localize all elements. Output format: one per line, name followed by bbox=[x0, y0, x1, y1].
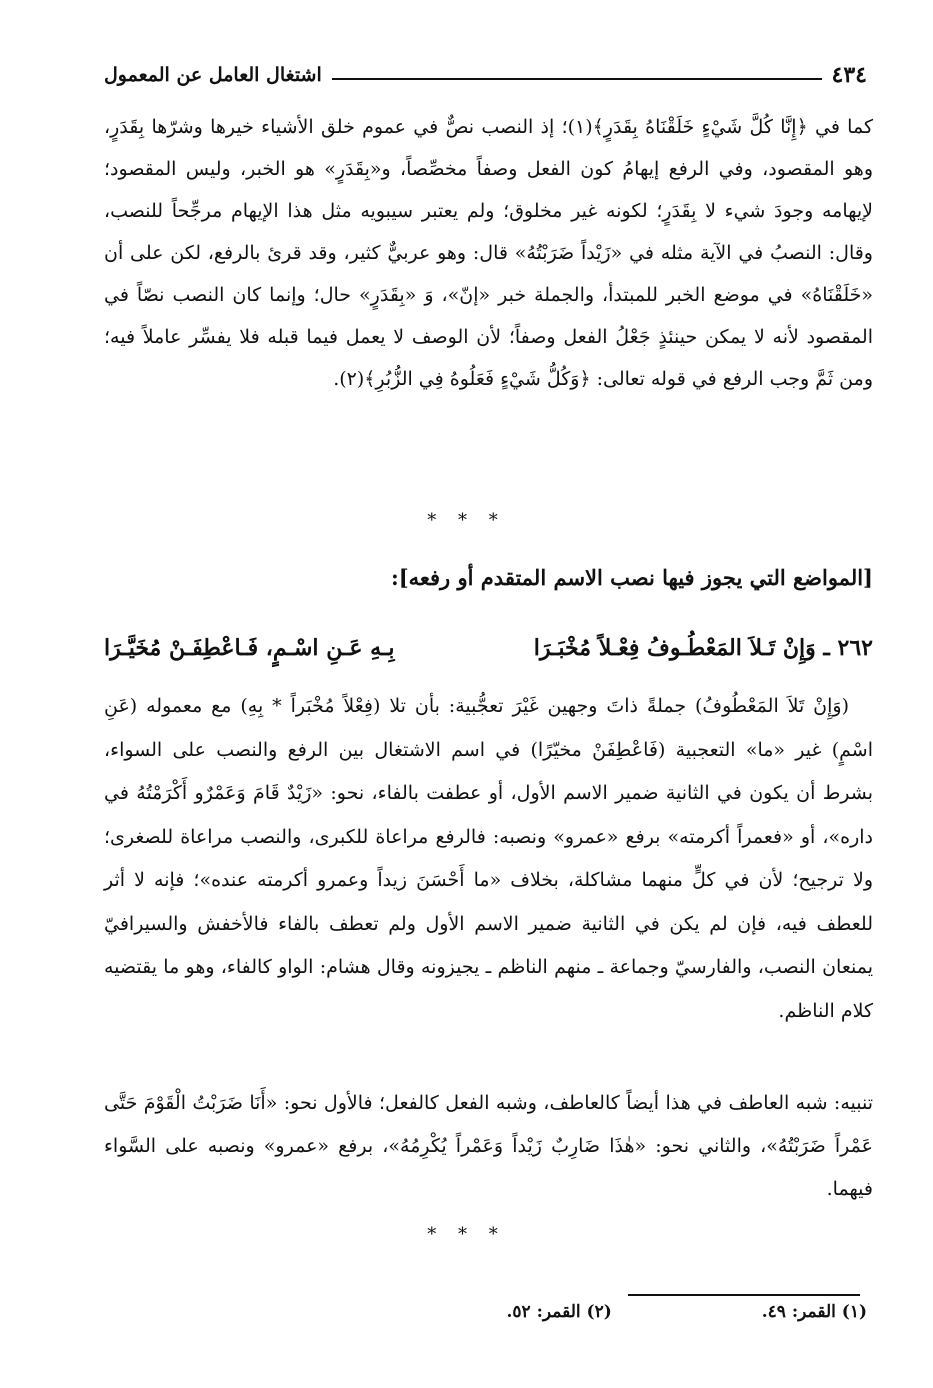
section-separator: * * * bbox=[427, 510, 506, 531]
paragraph-note: تنبيه: شبه العاطف في هذا أيضاً كالعاطف، وشبه الفعل كالفعل؛ فالأول نحو: «أَنَا ضَرَبْتُ الْقَوْمَ حَتَّى عَمْراً ضَرَبْتُهُ»، والثاني نحو: «هٰذَا ضَارِبٌ زَيْداً وَعَمْراً يُكْرِمُهُ»، برفع «عمرو» ونصبه على السَّواء فيهما. bbox=[104, 1092, 873, 1200]
section-heading: [المواضع التي يجوز فيها نصب الاسم المتقدم أو رفعه]: bbox=[390, 565, 873, 590]
page-header bbox=[104, 58, 867, 92]
footnote-2: (٢) القمر: ٥٢. bbox=[506, 1302, 612, 1322]
paragraph-verse-commentary-text: (وَإِنْ تَلاَ المَعْطُوفُ) جملةً ذاتَ وجهين غَيْرَ تعجُّبية: بأن تلا (فِعْلاً مُخْبَراً * بِهِ) مع معموله (عَنِ اسْمٍ) غير «ما» التعجبية (فَاعْطِفَنْ مخيّرًا) في اسم الاشتغال بين الرفع والنصب على السواء، بشرط أن يكون في الثانية ضمير الاسم الأول، أو عطفت بالفاء، نحو: «زَيْدٌ قَامَ وَعَمْرٌو أَكْرَمْتُهُ في داره»، أو «فعمراً أكرمته» برفع «عمرو» ونصبه: فالرفع مراعاة للكبرى، والنصب مراعاة للصغرى؛ ولا ترجيح؛ لأن في كلٍّ منهما مشاكلة، بخلاف «ما أَحْسَنَ زيداً وعمرو أكرمته عنده»؛ فإنه لا أثر للعطف فيه، فإن لم يكن في الثانية ضمير الاسم الأول ولم تعطف بالفاء فالأخفش والسيرافيّ يمنعان النصب، والفارسيّ وجماعة ـ منهم الناظم ـ يجيزونه وقال هشام: الواو كالفاء، وهو ما يقتضيه كلام الناظم. bbox=[104, 695, 873, 1022]
paragraph-verse-commentary bbox=[104, 685, 873, 1033]
verse-second-hemistich: بِـهِ عَـنِ اسْـمٍ، فَـاعْطِفَـنْ مُخَيَّـرَا bbox=[104, 635, 395, 661]
footnote-1: (١) القمر: ٤٩. bbox=[761, 1302, 867, 1322]
verse-first-hemistich: ٢٦٢ ـ وَإِنْ تَـلاَ المَعْطُـوفُ فِعْـلاً مُخْبَـرَا bbox=[533, 635, 873, 661]
verse-line bbox=[104, 628, 873, 668]
footnote-rule bbox=[628, 1294, 860, 1296]
paragraph-commentary-1: كما في ﴿إِنَّا كُلَّ شَيْءٍ خَلَقْنَاهُ بِقَدَرٍ﴾(١)؛ إذ النصب نصٌّ في عموم خلق الأشياء خيرها وشرّها بِقَدَرٍ، وهو المقصود، وفي الرفع إيهامُ كون الفعل وصفاً مخصِّصاً، و«بِقَدَرٍ» هو الخبر، وليس المقصود؛ لإيهامه وجودَ شيء لا بِقَدَرٍ؛ لكونه غير مخلوق؛ ولم يعتبر سيبويه مثل هذا الإيهام مرجِّحاً للنصب، وقال: النصبُ في الآية مثله في «زَيْداً ضَرَبْتُهُ» قال: وهو عربيٌّ كثير، وقد قرئ بالرفع، لكن على أن «خَلَقْنَاهُ» في موضع الخبر للمبتدأ، والجملة خبر «إنّ»، وَ «بِقَدَرٍ» حال؛ وإنما كان النصب نصّاً في المقصود لأنه لا يمكن حينئذٍ جَعْلُ الفعل وصفاً؛ لأن الوصف لا يعمل فيما قبله فلا يفسِّر عاملاً فيه؛ ومن ثَمَّ وجب الرفع في قوله تعالى: ﴿وَكُلُّ شَيْءٍ فَعَلُوهُ فِي الزُّبُرِ﴾(٢). bbox=[104, 116, 873, 390]
section-separator-end: * * * bbox=[427, 1224, 506, 1245]
page-number: ٤٣٤ bbox=[831, 62, 867, 88]
footnotes bbox=[104, 1302, 867, 1332]
header-rule bbox=[332, 78, 822, 80]
running-title: اشتغال العامل عن المعمول bbox=[104, 64, 322, 86]
